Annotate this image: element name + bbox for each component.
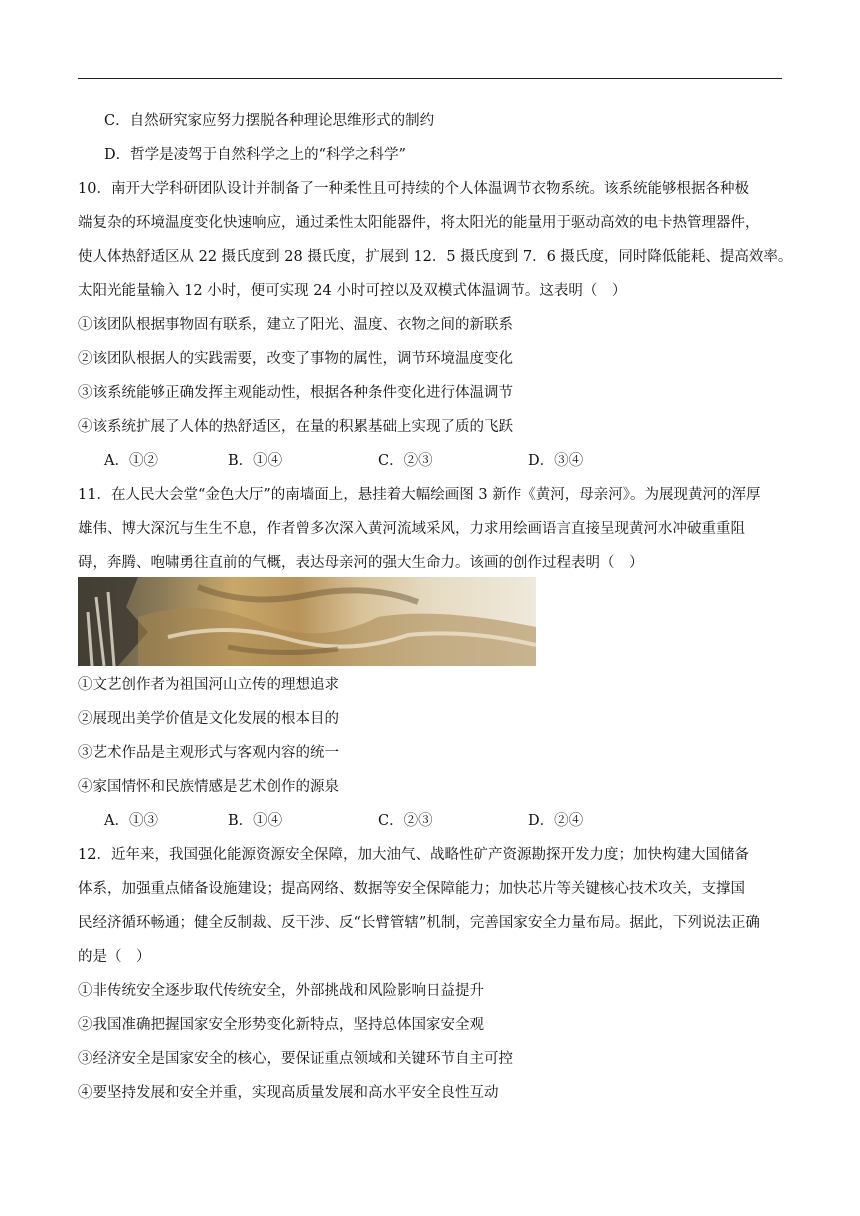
q11-statement-1: ①文艺创作者为祖国河山立传的理想追求: [78, 677, 339, 693]
q11-option-c: C．②③: [378, 813, 433, 829]
q12-stem-line: 民经济循环畅通；健全反制裁、反干涉、反“长臂管辖”机制，完善国家安全力量布局。据此，下列说法正确: [78, 915, 760, 931]
q11-stem-line: 11．在人民大会堂“金色大厅”的南墙面上，悬挂着大幅绘画图 3 新作《黄河，母亲河》。为展现黄河的浑厚: [78, 487, 761, 503]
q9-option-c: C．自然研究家应努力摆脱各种理论思维形式的制约: [104, 113, 435, 129]
header-rule: [78, 78, 782, 79]
q10-stem-line: 使人体热舒适区从 22 摄氏度到 28 摄氏度，扩展到 12．5 摄氏度到 7．6 摄氏度，同时降低能耗、提高效率。: [78, 249, 793, 265]
q10-option-a: A．①②: [104, 453, 158, 469]
q10-statement-3: ③该系统能够正确发挥主观能动性，根据各种条件变化进行体温调节: [78, 385, 513, 401]
q12-statement-1: ①非传统安全逐步取代传统安全，外部挑战和风险影响日益提升: [78, 983, 484, 999]
q11-statement-3: ③艺术作品是主观形式与客观内容的统一: [78, 745, 339, 761]
q11-statement-4: ④家国情怀和民族情感是艺术创作的源泉: [78, 779, 339, 795]
q10-option-b: B．①④: [228, 453, 283, 469]
q12-statement-2: ②我国准确把握国家安全形势变化新特点，坚持总体国家安全观: [78, 1017, 484, 1033]
q10-statement-2: ②该团队根据人的实践需要，改变了事物的属性，调节环境温度变化: [78, 351, 513, 367]
q10-stem-line: 10．南开大学科研团队设计并制备了一种柔性且可持续的个人体温调节衣物系统。该系统能够根据各种极: [78, 181, 749, 197]
q11-stem-line: 雄伟、博大深沉与生生不息，作者曾多次深入黄河流域采风，力求用绘画语言直接呈现黄河水冲破重重阻: [78, 521, 745, 537]
q10-stem-line: 端复杂的环境温度变化快速响应，通过柔性太阳能器件，将太阳光的能量用于驱动高效的电卡热管理器件，: [78, 215, 760, 231]
yellow-river-painting: [78, 577, 536, 666]
q10-statement-1: ①该团队根据事物固有联系，建立了阳光、温度、衣物之间的新联系: [78, 317, 513, 333]
q12-stem-line: 体系，加强重点储备设施建设；提高网络、数据等安全保障能力；加快芯片等关键核心技术攻关，支撑国: [78, 881, 745, 897]
q12-stem-line: 12．近年来，我国强化能源资源安全保障，加大油气、战略性矿产资源勘探开发力度；加快构建大国储备: [78, 847, 749, 863]
q11-option-d: D．②④: [528, 813, 584, 829]
q10-stem-line: 太阳光能量输入 12 小时，便可实现 24 小时可控以及双模式体温调节。这表明（ ）: [78, 283, 627, 299]
q12-statement-3: ③经济安全是国家安全的核心，要保证重点领域和关键环节自主可控: [78, 1051, 513, 1067]
q12-stem-line: 的是（ ）: [78, 949, 151, 965]
q10-option-c: C．②③: [378, 453, 433, 469]
q10-statement-4: ④该系统扩展了人体的热舒适区，在量的积累基础上实现了质的飞跃: [78, 419, 513, 435]
q9-option-d: D．哲学是凌驾于自然科学之上的“科学之科学”: [104, 147, 406, 163]
q11-option-a: A．①③: [104, 813, 158, 829]
q11-option-b: B．①④: [228, 813, 283, 829]
q11-statement-2: ②展现出美学价值是文化发展的根本目的: [78, 711, 339, 727]
q12-statement-4: ④要坚持发展和安全并重，实现高质量发展和高水平安全良性互动: [78, 1085, 499, 1101]
q11-stem-line: 碍，奔腾、咆啸勇往直前的气概，表达母亲河的强大生命力。该画的创作过程表明（ ）: [78, 555, 644, 571]
q10-option-d: D．③④: [528, 453, 584, 469]
